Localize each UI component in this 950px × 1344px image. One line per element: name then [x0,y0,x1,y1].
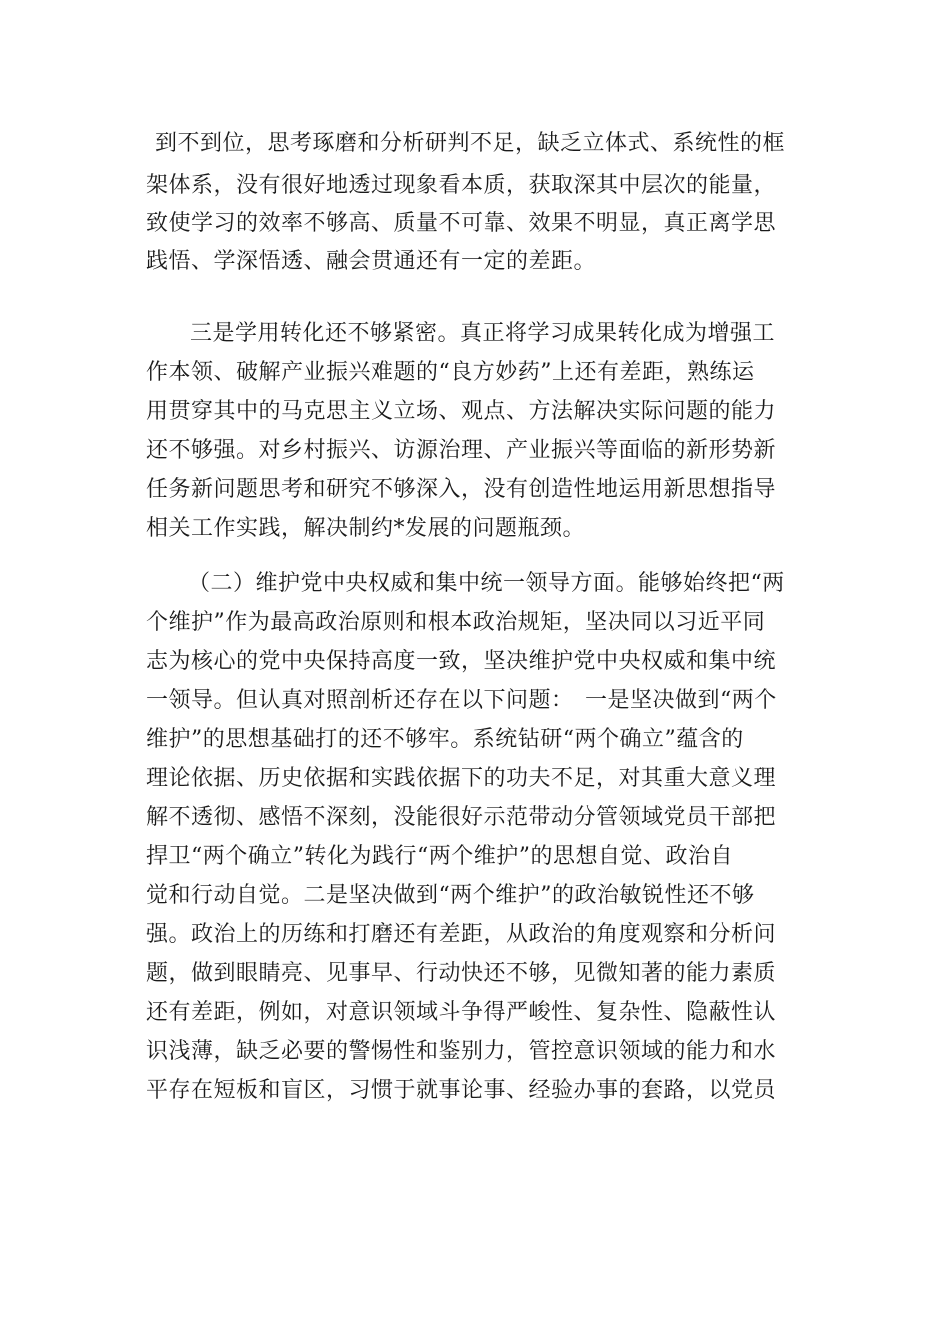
paragraph-3-line-9: 觉和行动自觉。二是坚决做到“两个维护”的政治敏锐性还不够 [146,883,755,908]
paragraph-2-line-2: 作本领、破解产业振兴难题的“良方妙药”上还有差距，熟练运 [146,360,755,385]
paragraph-2-line-6: 相关工作实践，解决制约*发展的问题瓶颈。 [146,516,586,541]
paragraph-3-line-1: （二）维护党中央权威和集中统一领导方面。能够始终把“两 [188,571,785,596]
paragraph-3-line-3: 志为核心的党中央保持高度一致，坚决维护党中央权威和集中统 [146,649,777,674]
paragraph-3-line-8: 捍卫“两个确立”转化为践行“两个维护”的思想自觉、政治自 [146,844,733,869]
paragraph-3-line-10: 强。政治上的历练和打磨还有差距，从政治的角度观察和分析问 [146,922,777,947]
paragraph-1-line-1: 到不到位，思考琢磨和分析研判不足，缺乏立体式、系统性的框 [155,131,786,156]
paragraph-2-line-3: 用贯穿其中的马克思主义立场、观点、方法解决实际问题的能力 [146,399,777,424]
paragraph-3-line-14: 平存在短板和盲区，习惯于就事论事、经验办事的套路，以党员 [146,1078,777,1103]
paragraph-3-line-12: 还有差距，例如，对意识领域斗争得严峻性、复杂性、隐蔽性认 [146,1000,777,1025]
paragraph-3-line-7: 解不透彻、感悟不深刻，没能很好示范带动分管领域党员干部把 [146,805,777,830]
paragraph-2-line-4: 还不够强。对乡村振兴、访源治理、产业振兴等面临的新形势新 [146,438,777,463]
paragraph-1-line-2: 架体系，没有很好地透过现象看本质，获取深其中层次的能量， [146,173,777,198]
paragraph-3-line-11: 题，做到眼睛亮、见事早、行动快还不够，见微知著的能力素质 [146,961,777,986]
paragraph-2-line-5: 任务新问题思考和研究不够深入，没有创造性地运用新思想指导 [146,477,777,502]
paragraph-2-line-1: 三是学用转化还不够紧密。真正将学习成果转化成为增强工 [190,321,776,346]
paragraph-3-line-13: 识浅薄，缺乏必要的警惕性和鉴别力，管控意识领域的能力和水 [146,1039,777,1064]
paragraph-1-line-4: 践悟、学深悟透、融会贯通还有一定的差距。 [146,249,597,274]
paragraph-3-line-5: 维护”的思想基础打的还不够牢。系统钻研“两个确立”蕴含的 [146,727,744,752]
paragraph-3-line-4: 一领导。但认真对照剖析还存在以下问题： 一是坚决做到“两个 [146,688,777,713]
paragraph-3-line-2: 个维护”作为最高政治原则和根本政治规矩，坚决同以习近平同 [146,610,766,635]
paragraph-1-line-3: 致使学习的效率不够高、质量不可靠、效果不明显，真正离学思 [146,211,777,236]
paragraph-3-line-6: 理论依据、历史依据和实践依据下的功夫不足，对其重大意义理 [146,766,777,791]
